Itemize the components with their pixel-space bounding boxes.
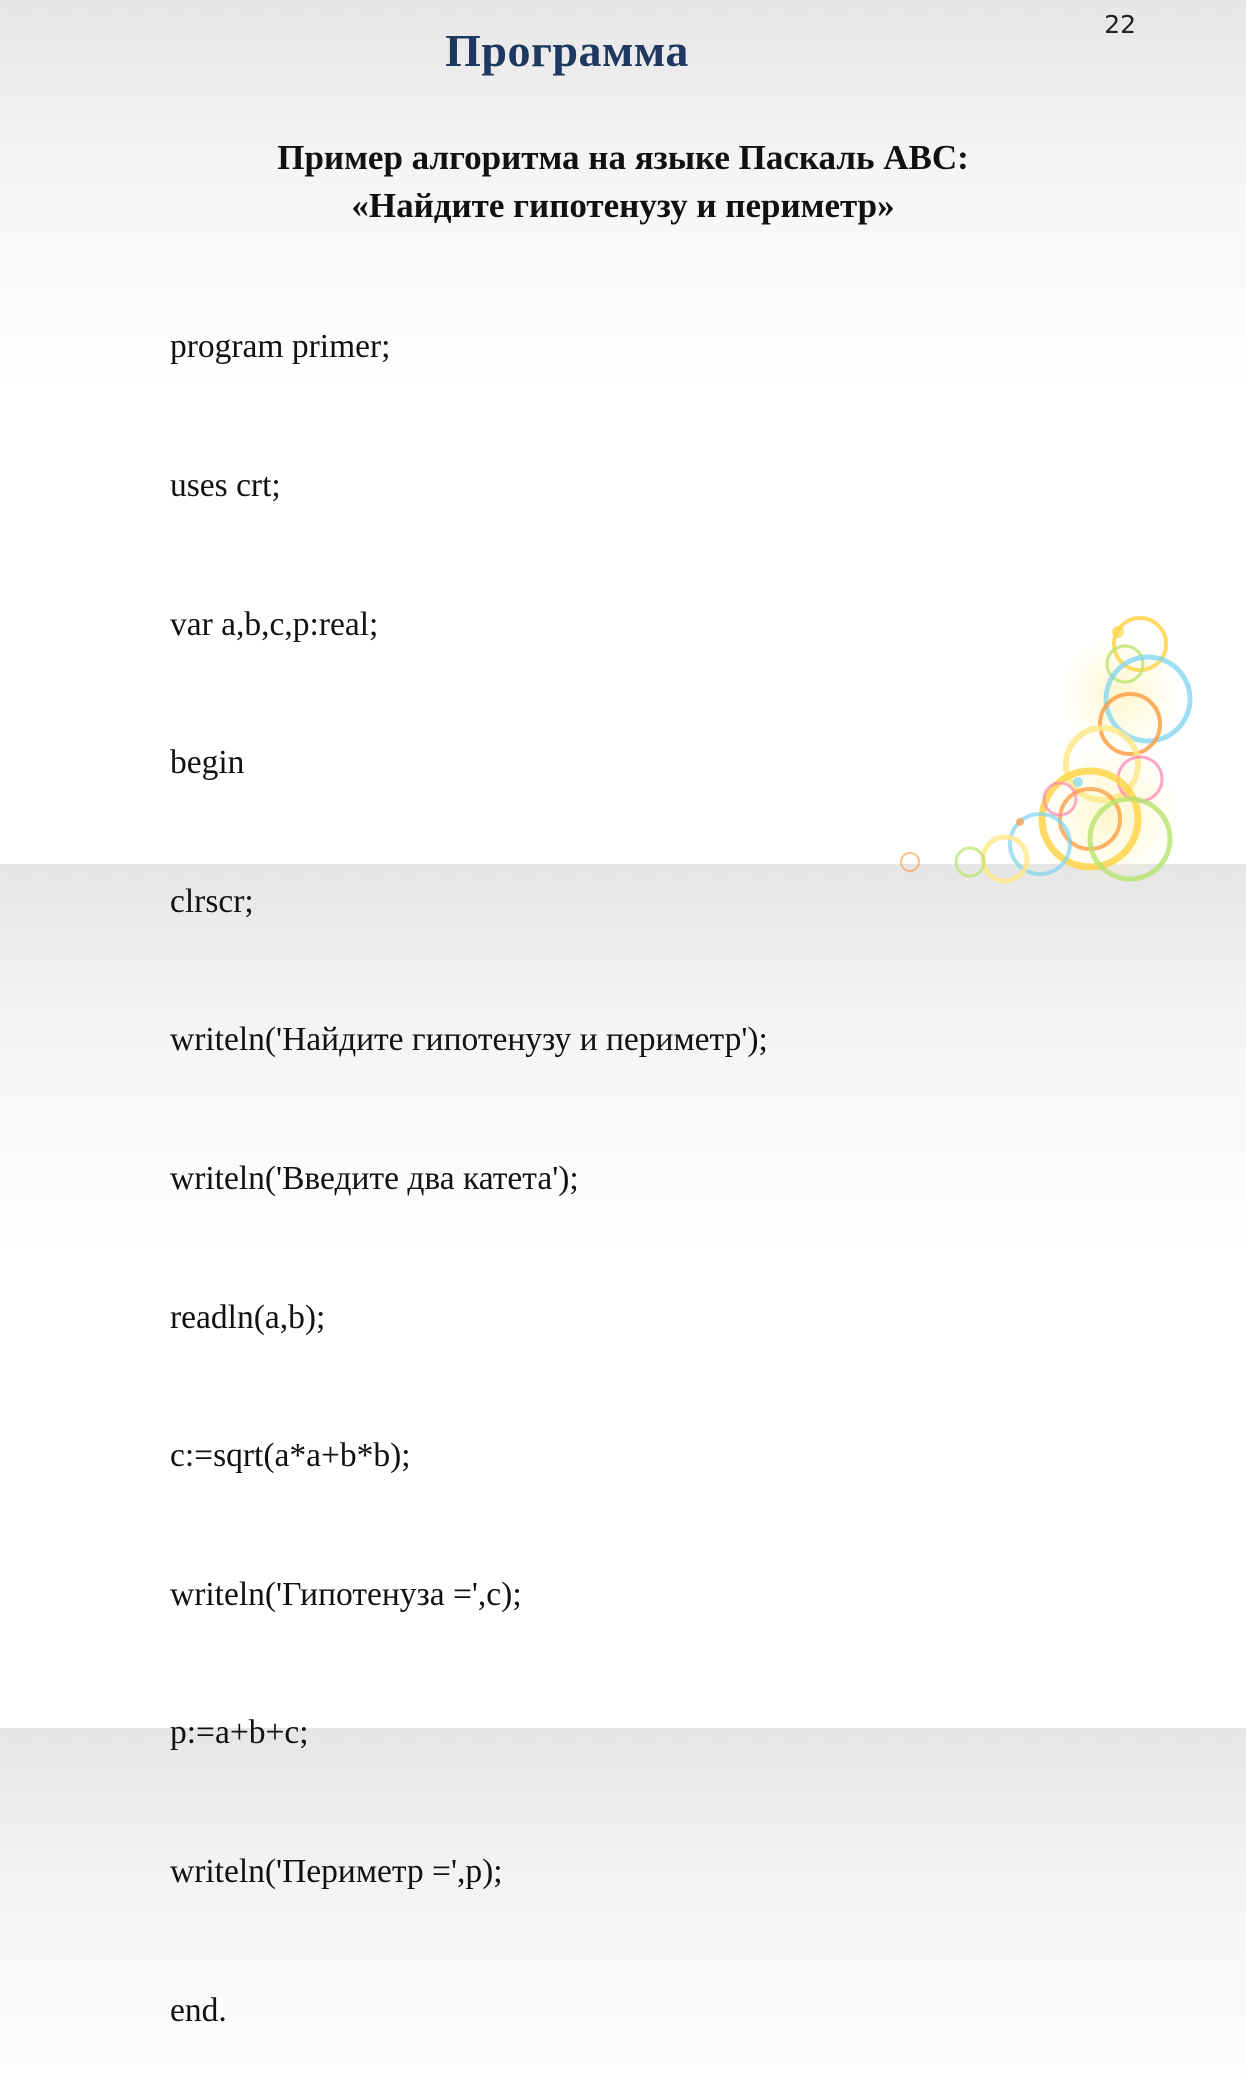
code-line: readln(a,b); <box>170 1298 326 1336</box>
code-line: clrscr; <box>170 882 254 920</box>
slide-title: Программа <box>445 25 689 76</box>
code-line: writeln('Гипотенуза =',c); <box>170 1575 522 1613</box>
code-line: end. <box>170 1991 227 2029</box>
code-line: uses crt; <box>170 467 281 504</box>
decorative-rings-graphic <box>790 604 1150 864</box>
code-line: writeln('Найдите гипотенузу и периметр'); <box>170 1021 768 1059</box>
code-line: var a,b,c,p:real; <box>170 605 379 643</box>
code-line: writeln('Введите два катета'); <box>170 1159 579 1197</box>
code-listing <box>170 232 768 2080</box>
slide-number: 22 <box>1104 10 1136 39</box>
code-line: c:=sqrt(a*a+b*b); <box>170 1437 411 1475</box>
code-line: writeln('Периметр =',p); <box>170 1852 503 1890</box>
code-line: begin <box>170 744 245 782</box>
subtitle-line-1: Пример алгоритма на языке Паскаль АВС: <box>277 138 969 177</box>
decorative-rings <box>790 604 1150 864</box>
code-line: program primer; <box>170 328 391 366</box>
subtitle-line-2: «Найдите гипотенузу и периметр» <box>351 186 895 225</box>
code-line: p:=a+b+c; <box>170 1714 309 1752</box>
